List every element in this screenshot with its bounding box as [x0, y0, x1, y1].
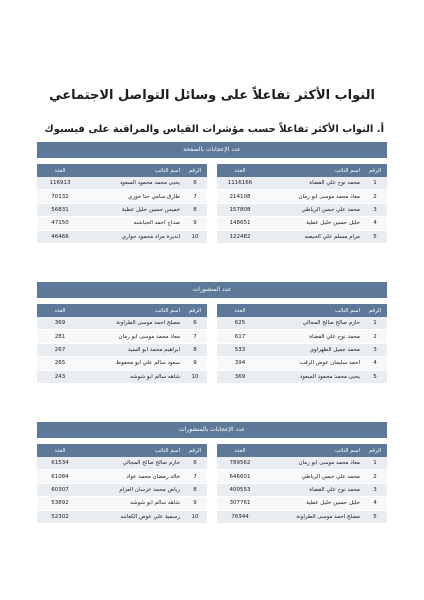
tables-row	[37, 444, 387, 524]
cell-name: شاهه سالم ابو شوشه	[83, 497, 183, 510]
cell-count: 47150	[37, 217, 83, 230]
cell-rank: 2	[363, 190, 387, 203]
table-row	[217, 317, 387, 330]
tables-row	[37, 304, 387, 384]
metric-section	[37, 142, 387, 244]
table-row	[217, 483, 387, 496]
cell-rank: 7	[183, 470, 207, 483]
table-row	[37, 343, 207, 356]
cell-rank: 8	[183, 343, 207, 356]
cell-count: 61534	[37, 457, 83, 470]
cell-count: 267	[37, 343, 83, 356]
cell-name: معاذ محمد موسى ابو رمان	[263, 457, 363, 470]
cell-name: حازم صالح صالح المجالي	[263, 317, 363, 330]
cell-name: محمد جميل الظهراوي	[263, 343, 363, 356]
cell-name: انديرة مراد محمود حواري	[83, 230, 183, 243]
cell-name: صداح احمد الحباشنه	[83, 217, 183, 230]
section-header: عدد الإعجابات بالصفحة	[37, 142, 387, 158]
cell-count: 369	[37, 317, 83, 330]
table-header-row	[217, 304, 387, 317]
cell-count: 243	[37, 370, 83, 383]
table-row	[37, 177, 207, 190]
table-row	[37, 470, 207, 483]
cell-count: 265	[37, 357, 83, 370]
cell-rank: 4	[363, 497, 387, 510]
table-row	[217, 217, 387, 230]
ranking-table-left	[37, 444, 207, 524]
cell-name: خميس حسين خليل عطية	[83, 203, 183, 216]
cell-count: 369	[217, 370, 263, 383]
column-header-count: العدد	[217, 164, 263, 177]
table-row	[217, 457, 387, 470]
cell-rank: 2	[363, 470, 387, 483]
column-header-rank: الرقم	[183, 304, 207, 317]
column-header-name: اسم النائب	[263, 444, 363, 457]
table-row	[37, 510, 207, 523]
cell-name: ابراهيم محمد ابو السيد	[83, 343, 183, 356]
table-row	[37, 190, 207, 203]
cell-count: 76344	[217, 510, 263, 523]
cell-count: 53892	[37, 497, 83, 510]
column-header-rank: الرقم	[363, 164, 387, 177]
cell-count: 394	[217, 357, 263, 370]
cell-rank: 6	[183, 317, 207, 330]
cell-name: محمد علي حسن الرياطي	[263, 203, 363, 216]
cell-rank: 7	[183, 330, 207, 343]
cell-count: 60307	[37, 483, 83, 496]
cell-count: 307761	[217, 497, 263, 510]
cell-name: خليل حسين خليل عطية	[263, 217, 363, 230]
cell-name: شاهه سالم ابو شوشه	[83, 370, 183, 383]
table-row	[37, 330, 207, 343]
cell-name: طارق سامي حنا خوري	[83, 190, 183, 203]
cell-count: 214108	[217, 190, 263, 203]
ranking-table-left	[37, 164, 207, 244]
table-row	[37, 483, 207, 496]
table-row	[37, 217, 207, 230]
cell-name: خليل حسين خليل عطية	[263, 497, 363, 510]
table-header-row	[37, 444, 207, 457]
cell-name: مرام مسلم علي الحيصه	[263, 230, 363, 243]
cell-rank: 8	[183, 483, 207, 496]
ranking-table-right	[217, 444, 387, 524]
table-header-row	[217, 164, 387, 177]
table-row	[217, 343, 387, 356]
table-row	[217, 230, 387, 243]
table-row	[217, 357, 387, 370]
cell-name: مصلح احمد موسى الطراونة	[263, 510, 363, 523]
cell-count: 400553	[217, 483, 263, 496]
table-row	[217, 330, 387, 343]
cell-rank: 7	[183, 190, 207, 203]
cell-count: 281	[37, 330, 83, 343]
cell-count: 533	[217, 343, 263, 356]
cell-count: 52302	[37, 510, 83, 523]
cell-rank: 1	[363, 177, 387, 190]
cell-count: 625	[217, 317, 263, 330]
cell-rank: 6	[183, 177, 207, 190]
cell-rank: 1	[363, 317, 387, 330]
table-row	[37, 357, 207, 370]
column-header-rank: الرقم	[183, 444, 207, 457]
cell-rank: 9	[183, 217, 207, 230]
cell-name: محمد علي حسن الرياطي	[263, 470, 363, 483]
cell-rank: 9	[183, 357, 207, 370]
ranking-table-right	[217, 304, 387, 384]
section-header: عدد الإعجابات بالمنشورات	[37, 422, 387, 438]
table-row	[217, 203, 387, 216]
table-row	[217, 510, 387, 523]
table-row	[217, 497, 387, 510]
cell-name: سعود سالم علي ابو محفوظ	[83, 357, 183, 370]
cell-name: محمد نوح علي القضاة	[263, 483, 363, 496]
cell-count: 1116166	[217, 177, 263, 190]
column-header-name: اسم النائب	[83, 164, 183, 177]
cell-rank: 4	[363, 217, 387, 230]
table-header-row	[37, 304, 207, 317]
cell-name: محمد نوح علي القضاة	[263, 177, 363, 190]
table-header-row	[217, 444, 387, 457]
table-row	[37, 370, 207, 383]
column-header-count: العدد	[37, 164, 83, 177]
column-header-count: العدد	[217, 444, 263, 457]
table-row	[37, 497, 207, 510]
cell-rank: 10	[183, 370, 207, 383]
table-row	[217, 470, 387, 483]
column-header-name: اسم النائب	[83, 444, 183, 457]
column-header-count: العدد	[217, 304, 263, 317]
cell-rank: 5	[363, 510, 387, 523]
cell-name: احمد سليمان عوض الرقب	[263, 357, 363, 370]
metric-section	[37, 282, 387, 384]
cell-count: 789562	[217, 457, 263, 470]
cell-count: 70132	[37, 190, 83, 203]
page-title: النواب الأكثر تفاعلاً على وسائل التواصل الاجتماعي	[49, 88, 375, 103]
cell-name: حازم صالح صالح المجالي	[83, 457, 183, 470]
cell-count: 646601	[217, 470, 263, 483]
column-header-rank: الرقم	[363, 444, 387, 457]
cell-name: يحيى محمد محمود السعود	[83, 177, 183, 190]
cell-name: معاذ محمد موسى ابو رمان	[83, 330, 183, 343]
cell-count: 116913	[37, 177, 83, 190]
cell-count: 122482	[217, 230, 263, 243]
cell-rank: 3	[363, 483, 387, 496]
cell-rank: 5	[363, 370, 387, 383]
table-row	[217, 177, 387, 190]
cell-name: خالد رمضان محمد عواد	[83, 470, 183, 483]
column-header-name: اسم النائب	[263, 164, 363, 177]
cell-count: 157808	[217, 203, 263, 216]
cell-rank: 10	[183, 510, 207, 523]
table-row	[37, 230, 207, 243]
cell-rank: 2	[363, 330, 387, 343]
table-row	[217, 370, 387, 383]
column-header-rank: الرقم	[363, 304, 387, 317]
cell-count: 148651	[217, 217, 263, 230]
cell-name: معاذ محمد موسى ابو رمان	[263, 190, 363, 203]
cell-count: 61084	[37, 470, 83, 483]
cell-rank: 1	[363, 457, 387, 470]
column-header-name: اسم النائب	[83, 304, 183, 317]
cell-rank: 5	[363, 230, 387, 243]
cell-rank: 3	[363, 203, 387, 216]
cell-name: محمد نوح علي القضاة	[263, 330, 363, 343]
cell-rank: 4	[363, 357, 387, 370]
cell-name: يحيى محمد محمود السعود	[263, 370, 363, 383]
column-header-rank: الرقم	[183, 164, 207, 177]
column-header-count: العدد	[37, 304, 83, 317]
cell-name: رياض محمد عرسان العزام	[83, 483, 183, 496]
cell-rank: 9	[183, 497, 207, 510]
metric-section	[37, 422, 387, 524]
cell-name: رسمية علي عوض الكعابنه	[83, 510, 183, 523]
tables-row	[37, 164, 387, 244]
section-header: عدد المنشورات	[37, 282, 387, 298]
ranking-table-right	[217, 164, 387, 244]
table-row	[37, 317, 207, 330]
cell-rank: 10	[183, 230, 207, 243]
table-row	[37, 203, 207, 216]
cell-count: 46466	[37, 230, 83, 243]
table-header-row	[37, 164, 207, 177]
table-row	[217, 190, 387, 203]
cell-count: 617	[217, 330, 263, 343]
table-row	[37, 457, 207, 470]
cell-rank: 6	[183, 457, 207, 470]
cell-rank: 3	[363, 343, 387, 356]
column-header-count: العدد	[37, 444, 83, 457]
cell-count: 56831	[37, 203, 83, 216]
cell-name: مصلح احمد موسى الطراونة	[83, 317, 183, 330]
ranking-table-left	[37, 304, 207, 384]
column-header-name: اسم النائب	[263, 304, 363, 317]
section-subtitle: أ. النواب الأكثر تفاعلاً حسب مؤشرات القياس والمراقبة على فيسبوك	[44, 124, 384, 135]
cell-rank: 8	[183, 203, 207, 216]
